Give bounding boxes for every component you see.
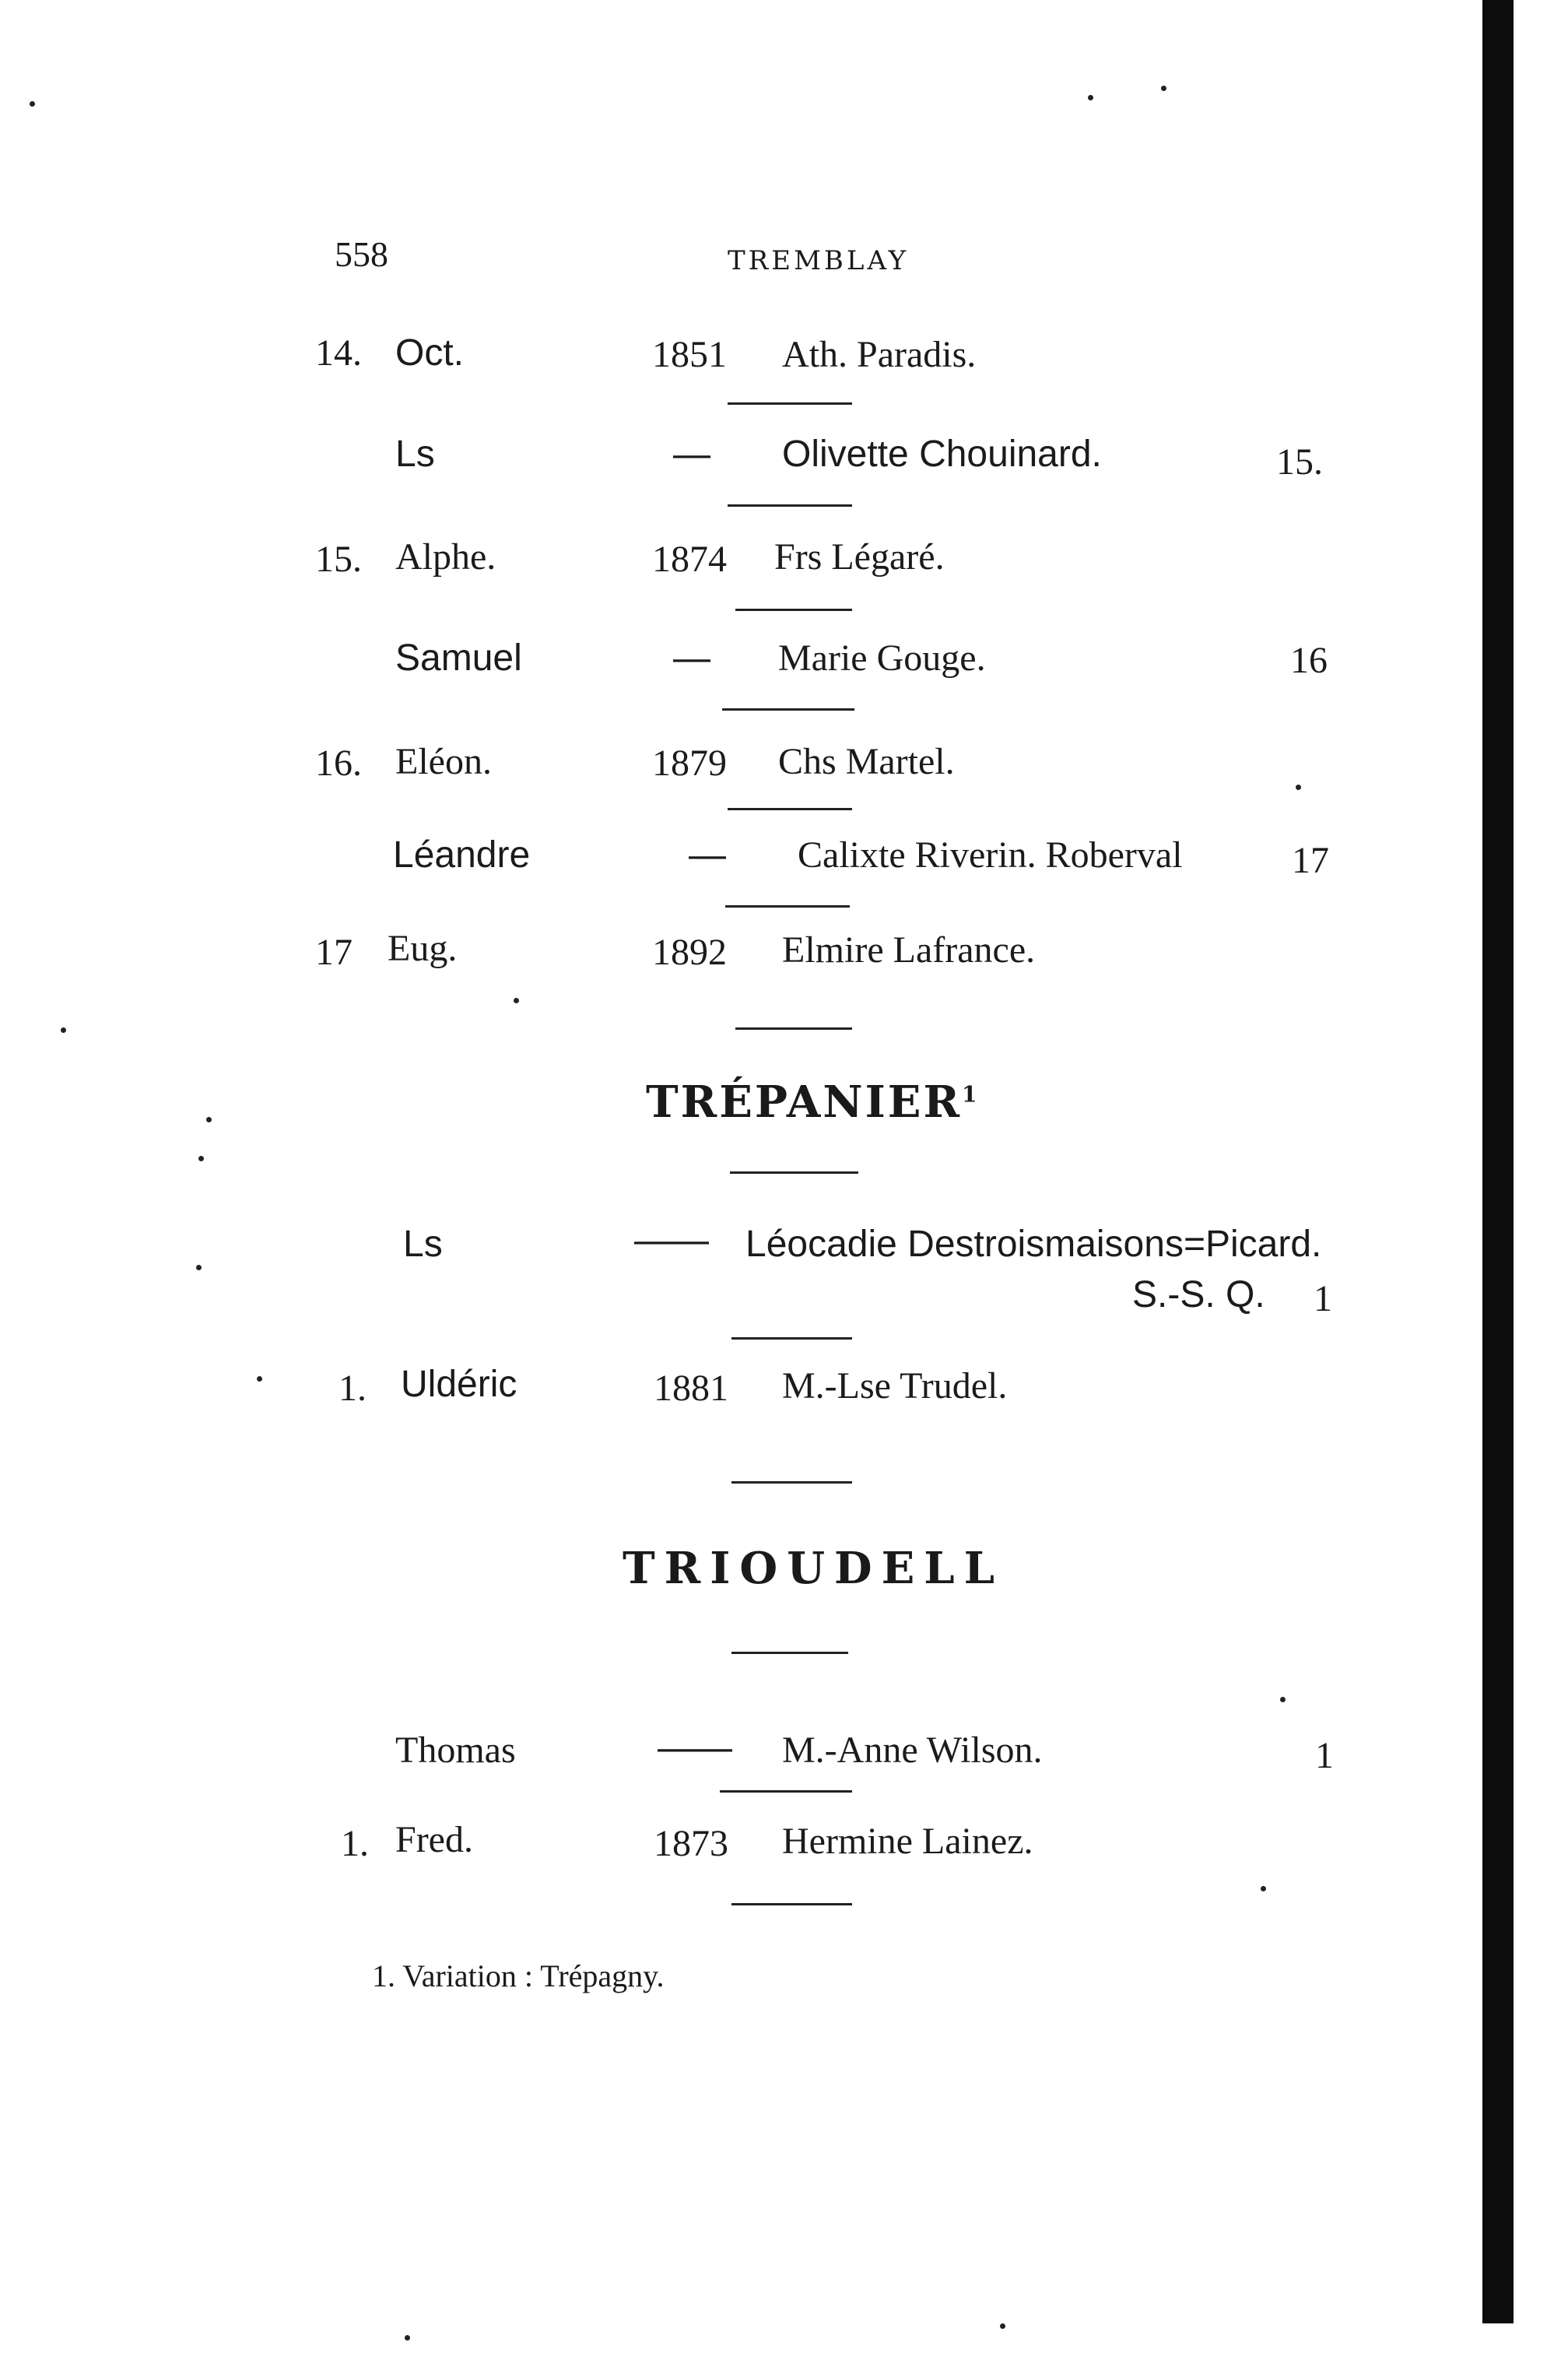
separator-rule <box>725 905 850 908</box>
scan-speck <box>1000 2323 1005 2329</box>
entry-number: 16. <box>315 743 362 784</box>
entry-year: —— <box>658 1727 732 1768</box>
footnote-marker: 1 <box>961 1081 980 1108</box>
section-divider <box>735 1027 852 1030</box>
entry-name: Thomas <box>395 1730 516 1771</box>
separator-rule <box>722 708 854 711</box>
entry-name: Uldéric <box>401 1364 517 1405</box>
footnote: 1. Variation : Trépagny. <box>372 1958 665 1993</box>
entry-spouse: Calixte Riverin. Roberval <box>798 834 1183 876</box>
entry-year: —— <box>634 1220 709 1261</box>
entry-reference: 16 <box>1290 640 1328 681</box>
entry-number: 1. <box>341 1823 369 1864</box>
entry-spouse: M.-Anne Wilson. <box>782 1730 1043 1771</box>
entry-year: — <box>673 434 710 475</box>
scan-speck <box>198 1156 204 1161</box>
separator-rule <box>735 609 852 611</box>
separator-rule <box>728 402 852 405</box>
section-title-trioudell: TRIOUDELL <box>623 1543 1005 1594</box>
section-divider <box>731 1481 852 1484</box>
separator-rule <box>728 808 852 810</box>
entry-reference: 17 <box>1292 840 1329 881</box>
entry-reference: 1 <box>1315 1735 1334 1776</box>
separator-rule <box>728 504 852 507</box>
entry-name: Alphe. <box>395 536 496 578</box>
section-divider <box>731 1652 848 1654</box>
scan-speck <box>405 2335 410 2341</box>
entry-spouse: Marie Gouge. <box>778 637 986 679</box>
scan-speck <box>30 101 35 107</box>
entry-year: 1873 <box>654 1823 728 1864</box>
scan-speck <box>1088 95 1093 100</box>
entry-spouse: Chs Martel. <box>778 741 955 782</box>
entry-year: 1851 <box>652 334 727 375</box>
section-title-trepanier: TRÉPANIER$^1$ <box>646 1076 980 1128</box>
entry-name: Fred. <box>395 1819 473 1860</box>
entry-year: 1874 <box>652 539 727 580</box>
scan-speck <box>514 998 519 1003</box>
entry-spouse: Ath. Paradis. <box>782 334 977 375</box>
section-divider <box>730 1171 858 1174</box>
scan-speck <box>196 1265 202 1270</box>
entry-name: Eléon. <box>395 741 492 782</box>
entry-reference: 15. <box>1276 441 1323 483</box>
entry-reference: 1 <box>1314 1278 1332 1319</box>
entry-year: 1892 <box>652 932 727 973</box>
entry-year: 1879 <box>652 743 727 784</box>
entry-year: — <box>689 834 726 876</box>
entry-spouse: Olivette Chouinard. <box>782 434 1102 475</box>
scan-speck <box>1296 785 1301 790</box>
entry-spouse: Elmire Lafrance. <box>782 929 1036 971</box>
entry-name: Samuel <box>395 637 522 679</box>
scan-speck <box>206 1117 212 1122</box>
running-head: TREMBLAY <box>728 245 910 276</box>
entry-year: — <box>673 637 710 679</box>
entry-number: 1. <box>339 1368 367 1409</box>
entry-spouse: M.-Lse Trudel. <box>782 1365 1008 1407</box>
scan-speck <box>257 1376 262 1382</box>
entry-parish: S.-S. Q. <box>1132 1274 1265 1315</box>
entry-name: Léandre <box>393 834 531 876</box>
scan-speck <box>1161 86 1166 91</box>
scan-speck <box>61 1027 66 1033</box>
entry-spouse: Léocadie Destroismaisons=Picard. <box>745 1224 1322 1265</box>
entry-name: Ls <box>403 1224 443 1265</box>
page-number: 558 <box>335 234 388 274</box>
scan-speck <box>1280 1697 1286 1702</box>
entry-name: Oct. <box>395 332 465 374</box>
scan-speck <box>1261 1886 1266 1891</box>
entry-name: Eug. <box>388 928 458 969</box>
separator-rule <box>720 1790 852 1793</box>
scan-binding-edge <box>1482 0 1514 2323</box>
separator-rule <box>731 1337 852 1340</box>
entry-spouse: Hermine Lainez. <box>782 1821 1033 1862</box>
entry-number: 14. <box>315 332 362 374</box>
entry-number: 17 <box>315 932 353 973</box>
entry-number: 15. <box>315 539 362 580</box>
section-divider <box>731 1903 852 1905</box>
entry-year: 1881 <box>654 1368 728 1409</box>
entry-spouse: Frs Légaré. <box>774 536 945 578</box>
entry-name: Ls <box>395 434 435 475</box>
